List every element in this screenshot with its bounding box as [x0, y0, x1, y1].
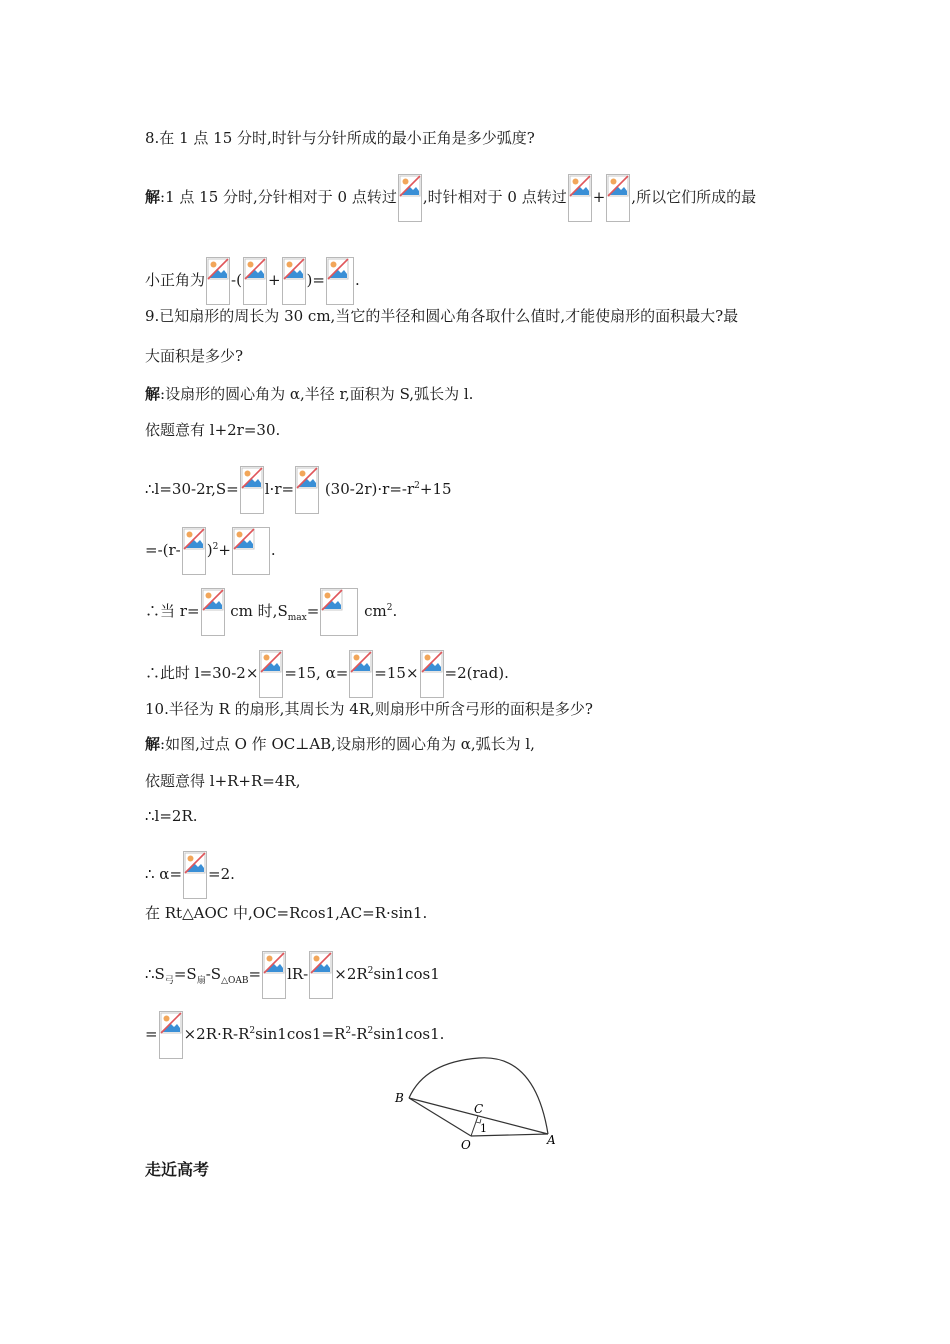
fraction-image [206, 257, 230, 305]
fraction-image [606, 174, 630, 222]
subscript: 弓 [164, 976, 174, 986]
text-run: =15× [374, 664, 419, 682]
text-run: ∴ α= [145, 865, 183, 883]
fraction-image [159, 1011, 183, 1059]
text-run: . [392, 602, 398, 620]
text-run: = [306, 602, 320, 620]
text-run: +15 [419, 480, 452, 498]
fraction-image [183, 851, 207, 899]
text-run: ,时针相对于 0 点转过 [422, 188, 567, 206]
fraction-image [309, 951, 333, 999]
text-run: ,所以它们所成的最 [631, 188, 757, 206]
q10-solution-line4 [145, 851, 235, 899]
sector-diagram [385, 1052, 565, 1152]
section-title: 走近高考 [145, 1160, 210, 1179]
text-run: (30-2r)·r=-r [320, 480, 415, 498]
text-run: =15, α= [284, 664, 349, 682]
q9-solution-line5 [145, 588, 397, 636]
fraction-image [398, 174, 422, 222]
text-run: 小正角为 [145, 271, 206, 289]
fraction-image [420, 650, 444, 698]
superscript: 2 [345, 1026, 352, 1036]
superscript: 2 [249, 1026, 256, 1036]
q10-question: 10.半径为 R 的扇形,其周长为 4R,则扇形中所含弓形的面积是多少? [145, 700, 593, 718]
text-run: ∴S [145, 965, 165, 983]
q9-solution-line4 [145, 527, 276, 575]
q9-solution-line3 [145, 466, 452, 514]
text-run: . [354, 271, 360, 289]
text-run: -( [231, 271, 242, 289]
text-run: l·r= [264, 480, 295, 498]
q10-solution-line3: ∴l=2R. [145, 807, 198, 825]
label-angle-1: 1 [480, 1122, 487, 1135]
text-run: ) [206, 541, 213, 559]
text-run: =2. [208, 865, 235, 883]
q9-question-line1: 9.已知扇形的周长为 30 cm,当它的半径和圆心角各取什么值时,才能使扇形的面积最大?最 [145, 307, 739, 325]
text-run: ∴当 r= [145, 602, 200, 620]
label-o: O [461, 1138, 471, 1152]
fraction-image [262, 951, 286, 999]
q8-question: 8.在 1 点 15 分时,时针与分针所成的最小正角是多少弧度? [145, 129, 535, 147]
subscript: max [287, 613, 307, 623]
text-run: ∴此时 l=30-2× [145, 664, 259, 682]
jie-label: 解 [145, 188, 161, 206]
text-run: sin1cos1=R [255, 1025, 346, 1043]
text-run: cm [359, 602, 387, 620]
subscript: △OAB [221, 976, 249, 986]
superscript: 2 [414, 481, 420, 491]
fraction-image [243, 257, 267, 305]
q9-solution-line2: 依题意有 l+2r=30. [145, 421, 281, 439]
text-run: = [145, 1025, 158, 1043]
fraction-image [282, 257, 306, 305]
fraction-image [320, 588, 358, 636]
text-run: + [218, 541, 231, 559]
text-run: ×2R·R-R [183, 1025, 250, 1043]
subscript: 扇 [196, 976, 206, 986]
fraction-image [240, 466, 264, 514]
text-run: cm 时,S [225, 602, 288, 620]
fraction-image [326, 257, 354, 305]
text-run: ∴l=30-2r,S= [145, 480, 239, 498]
text-run: -R [351, 1025, 368, 1043]
superscript: 2 [367, 966, 374, 976]
text-run: sin1cos1 [373, 965, 440, 983]
fraction-image [259, 650, 283, 698]
superscript: 2 [386, 603, 393, 613]
text-run: + [267, 271, 281, 289]
q8-solution-line2 [145, 257, 360, 305]
text-run: ×2R [334, 965, 368, 983]
text-run: . [270, 541, 276, 559]
text-run: )= [306, 271, 325, 289]
text-run: -S [205, 965, 222, 983]
q10-solution-line1 [145, 734, 535, 754]
radius-ob [409, 1098, 471, 1136]
q10-solution-line5: 在 Rt△AOC 中,OC=Rcos1,AC=R·sin1. [145, 904, 428, 922]
text-run: :1 点 15 分时,分针相对于 0 点转过 [160, 188, 397, 206]
text-run: =S [173, 965, 197, 983]
text-run: + [592, 188, 606, 206]
text-run: lR- [287, 965, 309, 983]
fraction-image [232, 527, 270, 575]
q9-question-line2: 大面积是多少? [145, 347, 244, 365]
perpendicular-oc [471, 1116, 478, 1136]
fraction-image [295, 466, 319, 514]
fraction-image [568, 174, 592, 222]
jie-label: 解 [145, 735, 161, 753]
text-run: =2(rad). [444, 664, 509, 682]
text-run: :设扇形的圆心角为 α,半径 r,面积为 S,弧长为 l. [160, 385, 474, 403]
text-run: =-(r- [145, 541, 181, 559]
q10-solution-line2: 依题意得 l+R+R=4R, [145, 772, 301, 790]
text-run: :如图,过点 O 作 OC⊥AB,设扇形的圆心角为 α,弧长为 l, [160, 735, 535, 753]
fraction-image [182, 527, 206, 575]
q9-solution-line1 [145, 384, 473, 404]
jie-label: 解 [145, 385, 161, 403]
text-run: sin1cos1. [373, 1025, 445, 1043]
superscript: 2 [367, 1026, 374, 1036]
q10-solution-line6 [145, 951, 440, 999]
q8-solution-line1 [145, 174, 756, 222]
label-c: C [474, 1102, 484, 1116]
fraction-image [349, 650, 373, 698]
q9-solution-line6 [145, 650, 509, 698]
label-a: A [547, 1133, 556, 1147]
label-b: B [395, 1091, 404, 1105]
superscript: 2 [212, 542, 219, 552]
fraction-image [201, 588, 225, 636]
text-run: = [248, 965, 262, 983]
